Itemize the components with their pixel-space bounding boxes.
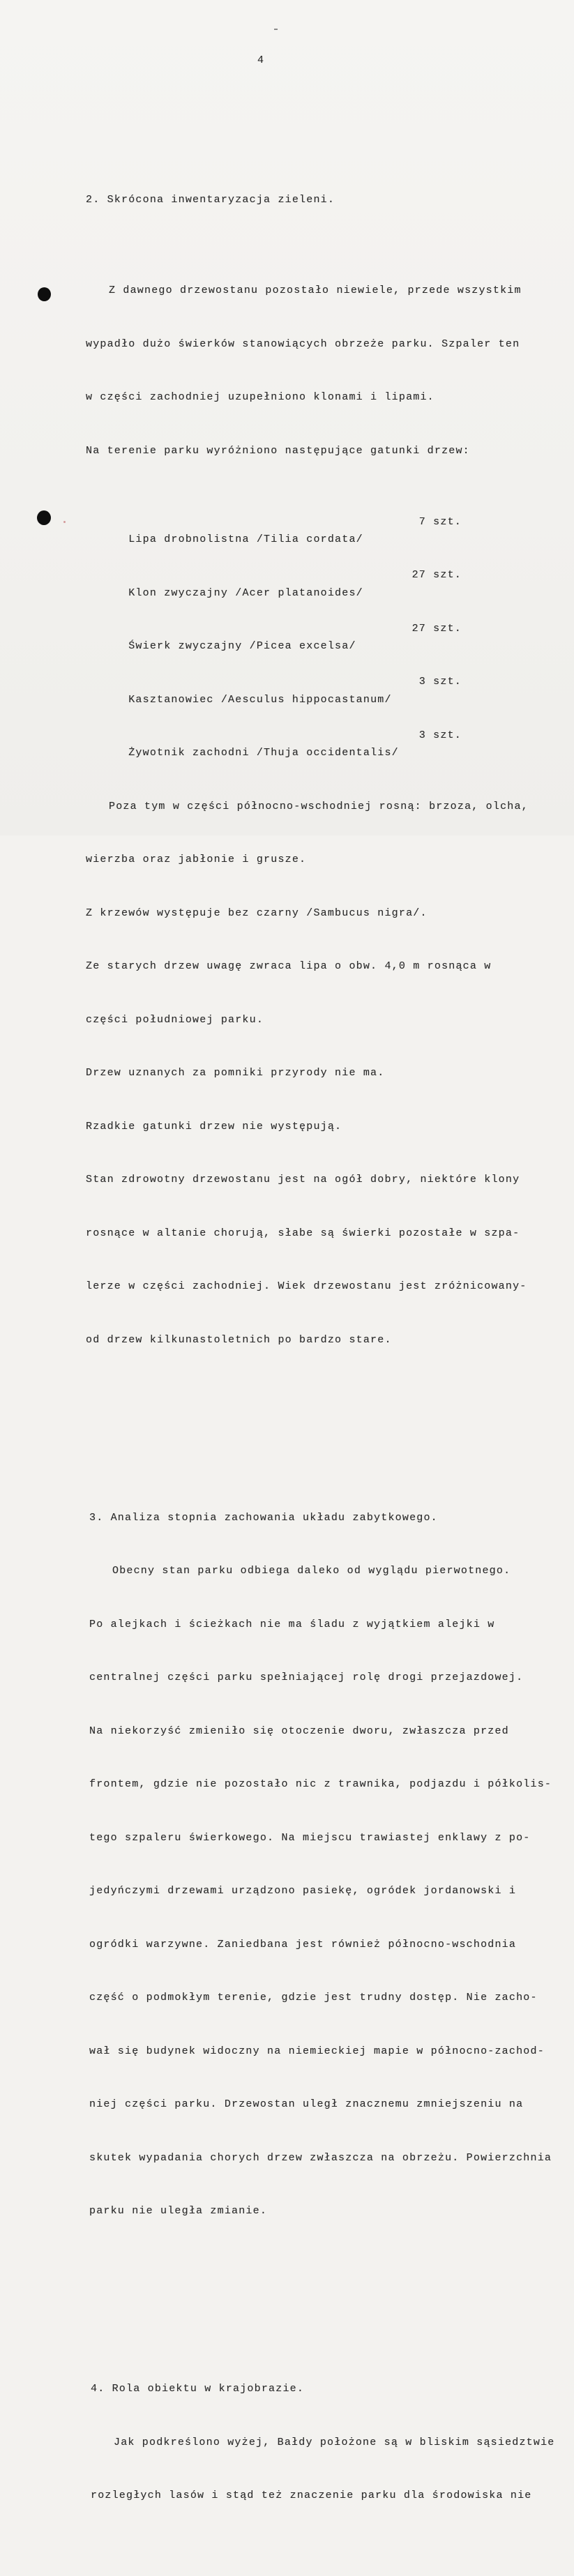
text-line: Poza tym w części północno-wschodniej rosną: brzoza, olcha, [109, 800, 529, 812]
text-line: rozległych lasów i stąd też znaczenie parku dla środowiska nie [91, 2490, 532, 2501]
punch-hole [38, 287, 51, 301]
species-row [86, 673, 567, 706]
text-line: w części zachodniej uzupełniono klonami i lipami. [86, 391, 435, 403]
text-line: Na terenie parku wyróżniono następujące gatunki drzew: [86, 444, 470, 457]
species-count: 7 szt. [418, 515, 462, 528]
section-heading: 2. Skrócona inwentaryzacja zieleni. [86, 194, 335, 206]
document-body [86, 84, 567, 2576]
species-row [86, 566, 567, 599]
text-line: jedyńczymi drzewami urządzono pasiekę, ogródek jordanowski i [89, 1885, 517, 1897]
ink-speck [63, 521, 66, 523]
text-line: ogródki warzywne. Zaniedbana jest również północno-wschodnia [89, 1938, 517, 1950]
text-line: Rzadkie gatunki drzew nie występują. [86, 1120, 342, 1132]
species-row [86, 620, 567, 652]
text-line: lerze w części zachodniej. Wiek drzewostanu jest zróżnicowany- [86, 1280, 527, 1292]
text-line: tego szpaleru świerkowego. Na miejscu trawiastej enklawy z po- [89, 1831, 531, 1844]
species-count: 27 szt. [411, 569, 462, 581]
species-name: Żywotnik zachodni /Thuja occidentalis/ [128, 747, 399, 759]
text-line: Po alejkach i ścieżkach nie ma śladu z wyjątkiem alejki w [89, 1618, 495, 1630]
text-line: część o podmokłym terenie, gdzie jest trudny dostęp. Nie zacho- [89, 1992, 538, 2003]
text-line: Z krzewów występuje bez czarny /Sambucus nigra/. [86, 907, 428, 919]
text-line: wypadło dużo świerków stanowiących obrzeże parku. Szpaler ten [86, 338, 520, 350]
species-row [86, 727, 567, 759]
species-name: Kasztanowiec /Aesculus hippocastanum/ [128, 693, 392, 706]
text-line: skutek wypadania chorych drzew zwłaszcza na obrzeżu. Powierzchnia [89, 2151, 552, 2164]
section-inventory [86, 156, 567, 1384]
text-line: parku nie uległa zmianie. [89, 2205, 268, 2217]
text-line: Obecny stan parku odbiega daleko od wyglądu pierwotnego. [112, 1565, 511, 1577]
species-count: 3 szt. [418, 676, 462, 688]
text-line: Na niekorzyść zmieniło się otoczenie dworu, zwłaszcza przed [89, 1725, 509, 1737]
section-heading: 3. Analiza stopnia zachowania układu zabytkowego. [89, 1511, 438, 1524]
species-name: Świerk zwyczajny /Picea excelsa/ [128, 640, 356, 652]
text-line: od drzew kilkunastoletnich po bardzo stare. [86, 1333, 392, 1346]
text-line: Z dawnego drzewostanu pozostało niewiele, przede wszystkim [109, 285, 522, 296]
species-count: 27 szt. [411, 622, 462, 635]
species-name: Klon zwyczajny /Acer platanoides/ [128, 586, 363, 599]
ink-speck [274, 29, 278, 30]
section-heading: 4. Rola obiektu w krajobrazie. [91, 2383, 305, 2395]
text-line: części południowej parku. [86, 1013, 264, 1026]
section-landscape-role [91, 2344, 567, 2540]
text-line: rosnące w altanie chorują, słabe są świerki pozostałe w szpa- [86, 1227, 520, 1239]
punch-hole [37, 510, 51, 525]
text-line: Ze starych drzew uwagę zwraca lipa o obw. 4,0 m rosnąca w [86, 960, 492, 972]
text-line: Drzew uznanych za pomniki przyrody nie ma. [86, 1067, 385, 1079]
text-line: wierzba oraz jabłonie i grusze. [86, 854, 307, 865]
text-line: wał się budynek widoczny na niemieckiej mapie w północno-zachod- [89, 2045, 545, 2057]
species-count: 3 szt. [418, 729, 462, 741]
text-line: centralnej części parku spełniającej rolę drogi przejazdowej. [89, 1672, 524, 1683]
species-name: Lipa drobnolistna /Tilia cordata/ [128, 533, 363, 545]
text-line: Stan zdrowotny drzewostanu jest na ogół dobry, niektóre klony [86, 1174, 520, 1185]
text-line: frontem, gdzie nie pozostało nic z trawnika, podjazdu i półkolis- [89, 1778, 552, 1790]
section-analysis [89, 1473, 567, 2256]
text-line: niej części parku. Drzewostan uległ znacznemu zmniejszeniu na [89, 2098, 524, 2110]
text-line: Jak podkreślono wyżej, Bałdy położone są w bliskim sąsiedztwie [114, 2436, 555, 2448]
species-row [86, 513, 567, 545]
page-number: 4 [257, 54, 264, 66]
